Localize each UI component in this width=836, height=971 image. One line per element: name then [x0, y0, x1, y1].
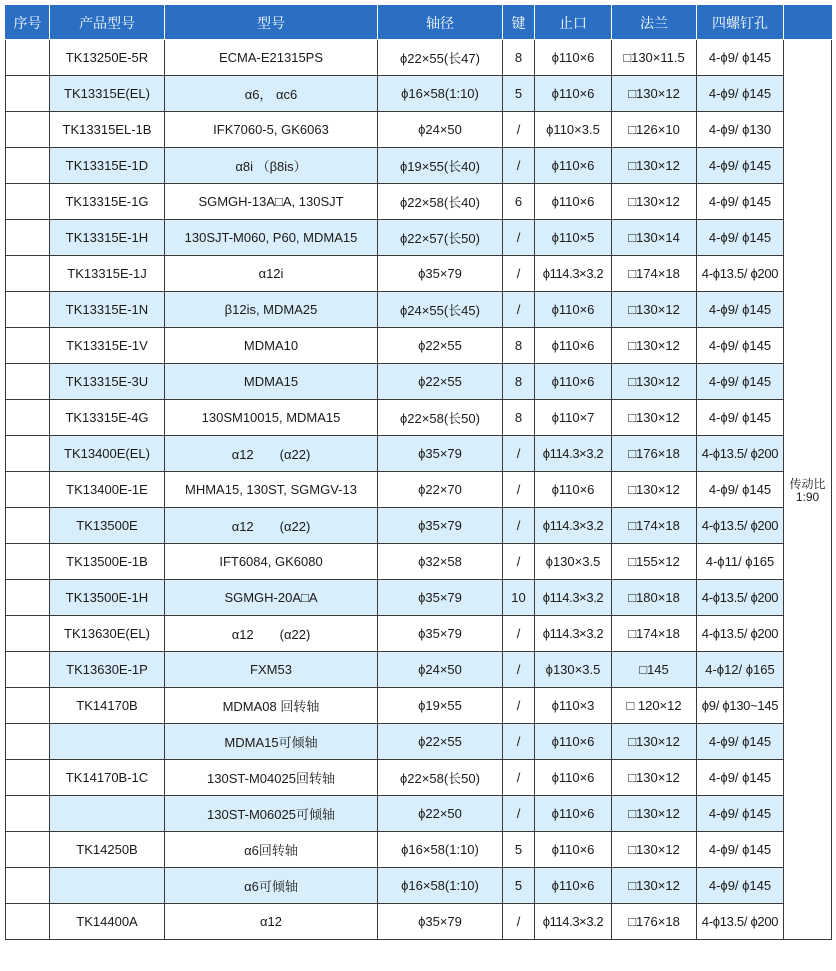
cell-index [6, 760, 50, 796]
cell-screw-holes: 4-ϕ13.5/ ϕ200 [697, 508, 784, 544]
cell-index [6, 868, 50, 904]
cell-type: 130ST-M06025可倾轴 [165, 796, 378, 832]
cell-shaft: ϕ22×70 [378, 472, 503, 508]
cell-flange: □130×12 [612, 472, 697, 508]
cell-key: / [503, 220, 535, 256]
cell-shaft: ϕ19×55 [378, 688, 503, 724]
cell-type: IFT6084, GK6080 [165, 544, 378, 580]
cell-product-model: TK13315E-4G [50, 400, 165, 436]
cell-type: α12 [165, 904, 378, 940]
cell-product-model: TK13315EL-1B [50, 112, 165, 148]
table-header-row [6, 6, 832, 40]
cell-flange: □130×12 [612, 184, 697, 220]
cell-product-model: TK13500E [50, 508, 165, 544]
cell-shaft: ϕ35×79 [378, 904, 503, 940]
cell-key: / [503, 148, 535, 184]
cell-spigot: ϕ130×3.5 [535, 544, 612, 580]
cell-product-model: TK13315E-1V [50, 328, 165, 364]
cell-shaft: ϕ24×50 [378, 112, 503, 148]
cell-shaft: ϕ22×58(长50) [378, 760, 503, 796]
cell-screw-holes: 4-ϕ9/ ϕ145 [697, 148, 784, 184]
cell-type: α8i （β8is） [165, 148, 378, 184]
table-row [6, 148, 832, 184]
cell-shaft: ϕ35×79 [378, 616, 503, 652]
cell-key: / [503, 796, 535, 832]
cell-type: α6回转轴 [165, 832, 378, 868]
cell-key: / [503, 508, 535, 544]
header-index: 序号 [6, 6, 50, 40]
cell-flange: □130×12 [612, 364, 697, 400]
header-screw-holes: 四螺钉孔 [697, 6, 784, 40]
cell-screw-holes: 4-ϕ9/ ϕ145 [697, 184, 784, 220]
cell-shaft: ϕ22×57(长50) [378, 220, 503, 256]
cell-key: / [503, 256, 535, 292]
cell-screw-holes: 4-ϕ9/ ϕ145 [697, 724, 784, 760]
table-row [6, 760, 832, 796]
cell-index [6, 652, 50, 688]
cell-shaft: ϕ22×58(长50) [378, 400, 503, 436]
cell-type: α6可倾轴 [165, 868, 378, 904]
cell-key: / [503, 436, 535, 472]
cell-key: 10 [503, 580, 535, 616]
cell-spigot: ϕ110×6 [535, 796, 612, 832]
cell-shaft: ϕ22×55 [378, 328, 503, 364]
cell-shaft: ϕ16×58(1:10) [378, 76, 503, 112]
cell-index [6, 580, 50, 616]
cell-index [6, 40, 50, 76]
header-spigot: 止口 [535, 6, 612, 40]
cell-spigot: ϕ110×6 [535, 76, 612, 112]
cell-type: MHMA15, 130ST, SGMGV-13 [165, 472, 378, 508]
table-row [6, 364, 832, 400]
cell-spigot: ϕ110×6 [535, 328, 612, 364]
cell-key: 8 [503, 328, 535, 364]
table-row [6, 544, 832, 580]
cell-screw-holes: 4-ϕ9/ ϕ145 [697, 832, 784, 868]
cell-key: / [503, 724, 535, 760]
cell-product-model: TK13500E-1H [50, 580, 165, 616]
cell-flange: □130×12 [612, 76, 697, 112]
cell-index [6, 472, 50, 508]
cell-screw-holes: 4-ϕ9/ ϕ145 [697, 472, 784, 508]
cell-type: α6， αc6 [165, 76, 378, 112]
cell-index [6, 364, 50, 400]
cell-type: IFK7060-5, GK6063 [165, 112, 378, 148]
cell-key: / [503, 904, 535, 940]
cell-type: MDMA08 回转轴 [165, 688, 378, 724]
cell-index [6, 616, 50, 652]
header-shaft: 轴径 [378, 6, 503, 40]
cell-product-model: TK13315E-1H [50, 220, 165, 256]
cell-product-model [50, 868, 165, 904]
cell-product-model: TK14250B [50, 832, 165, 868]
cell-flange: □126×10 [612, 112, 697, 148]
header-product-model: 产品型号 [50, 6, 165, 40]
cell-flange: □180×18 [612, 580, 697, 616]
cell-flange: □174×18 [612, 616, 697, 652]
cell-flange: □130×12 [612, 724, 697, 760]
cell-screw-holes: 4-ϕ13.5/ ϕ200 [697, 904, 784, 940]
cell-type: α12 (α22) [165, 436, 378, 472]
cell-flange: □130×12 [612, 292, 697, 328]
cell-type: MDMA15可倾轴 [165, 724, 378, 760]
table-row [6, 724, 832, 760]
cell-screw-holes: 4-ϕ12/ ϕ165 [697, 652, 784, 688]
cell-flange: □130×12 [612, 760, 697, 796]
cell-key: / [503, 112, 535, 148]
cell-index [6, 256, 50, 292]
cell-flange: □176×18 [612, 436, 697, 472]
cell-index [6, 796, 50, 832]
cell-flange: □130×12 [612, 868, 697, 904]
cell-shaft: ϕ22×55(长47) [378, 40, 503, 76]
cell-key: / [503, 616, 535, 652]
cell-screw-holes: 4-ϕ9/ ϕ145 [697, 76, 784, 112]
cell-type: α12 (α22) [165, 616, 378, 652]
cell-spigot: ϕ110×6 [535, 472, 612, 508]
cell-product-model: TK13400E(EL) [50, 436, 165, 472]
table-row [6, 508, 832, 544]
cell-spigot: ϕ110×3 [535, 688, 612, 724]
cell-screw-holes: 4-ϕ9/ ϕ145 [697, 364, 784, 400]
cell-product-model: TK13630E-1P [50, 652, 165, 688]
cell-key: / [503, 472, 535, 508]
cell-spigot: ϕ110×6 [535, 724, 612, 760]
cell-type: 130SM10015, MDMA15 [165, 400, 378, 436]
cell-key: / [503, 544, 535, 580]
cell-spigot: ϕ110×7 [535, 400, 612, 436]
table-row [6, 112, 832, 148]
cell-screw-holes: 4-ϕ9/ ϕ145 [697, 868, 784, 904]
cell-spigot: ϕ114.3×3.2 [535, 436, 612, 472]
cell-key: 5 [503, 868, 535, 904]
cell-key: 8 [503, 364, 535, 400]
cell-flange: □130×12 [612, 148, 697, 184]
cell-type: MDMA15 [165, 364, 378, 400]
cell-key: 5 [503, 76, 535, 112]
table-row [6, 328, 832, 364]
cell-type: MDMA10 [165, 328, 378, 364]
cell-index [6, 436, 50, 472]
table-row [6, 652, 832, 688]
cell-key: 8 [503, 400, 535, 436]
servo-reducer-spec-table [5, 5, 832, 940]
cell-spigot: ϕ114.3×3.2 [535, 580, 612, 616]
cell-screw-holes: 4-ϕ9/ ϕ145 [697, 328, 784, 364]
cell-flange: □145 [612, 652, 697, 688]
cell-flange: □174×18 [612, 508, 697, 544]
cell-type: α12 (α22) [165, 508, 378, 544]
cell-type: 130ST-M04025回转轴 [165, 760, 378, 796]
cell-product-model: TK13315E-1J [50, 256, 165, 292]
cell-key: / [503, 760, 535, 796]
cell-screw-holes: 4-ϕ9/ ϕ145 [697, 292, 784, 328]
cell-flange: □ 120×12 [612, 688, 697, 724]
cell-flange: □174×18 [612, 256, 697, 292]
cell-flange: □155×12 [612, 544, 697, 580]
cell-shaft: ϕ24×55(长45) [378, 292, 503, 328]
cell-spigot: ϕ110×6 [535, 40, 612, 76]
cell-shaft: ϕ35×79 [378, 256, 503, 292]
cell-type: β12is, MDMA25 [165, 292, 378, 328]
cell-key: 5 [503, 832, 535, 868]
cell-shaft: ϕ22×50 [378, 796, 503, 832]
cell-index [6, 688, 50, 724]
cell-screw-holes: 4-ϕ13.5/ ϕ200 [697, 436, 784, 472]
table-row [6, 220, 832, 256]
cell-product-model: TK13315E(EL) [50, 76, 165, 112]
cell-screw-holes: 4-ϕ9/ ϕ145 [697, 220, 784, 256]
cell-flange: □130×12 [612, 832, 697, 868]
table-row [6, 796, 832, 832]
cell-spigot: ϕ114.3×3.2 [535, 256, 612, 292]
cell-spigot: ϕ114.3×3.2 [535, 904, 612, 940]
table-row [6, 76, 832, 112]
transmission-ratio-text: 传动比 1:90 [789, 477, 826, 504]
cell-product-model: TK13630E(EL) [50, 616, 165, 652]
table-row [6, 832, 832, 868]
table-row [6, 580, 832, 616]
cell-index [6, 508, 50, 544]
cell-product-model: TK13250E-5R [50, 40, 165, 76]
cell-key: 6 [503, 184, 535, 220]
cell-index [6, 184, 50, 220]
cell-flange: □176×18 [612, 904, 697, 940]
cell-spigot: ϕ110×6 [535, 184, 612, 220]
cell-shaft: ϕ22×55 [378, 724, 503, 760]
cell-product-model [50, 796, 165, 832]
table-row [6, 688, 832, 724]
cell-shaft: ϕ24×50 [378, 652, 503, 688]
cell-spigot: ϕ110×6 [535, 148, 612, 184]
cell-screw-holes: 4-ϕ13.5/ ϕ200 [697, 256, 784, 292]
cell-spigot: ϕ114.3×3.2 [535, 616, 612, 652]
cell-shaft: ϕ16×58(1:10) [378, 868, 503, 904]
cell-key: / [503, 652, 535, 688]
cell-key: / [503, 688, 535, 724]
cell-shaft: ϕ16×58(1:10) [378, 832, 503, 868]
cell-product-model: TK13500E-1B [50, 544, 165, 580]
cell-screw-holes: 4-ϕ9/ ϕ145 [697, 400, 784, 436]
cell-shaft: ϕ35×79 [378, 436, 503, 472]
table-row [6, 868, 832, 904]
cell-shaft: ϕ32×58 [378, 544, 503, 580]
cell-product-model: TK13315E-1G [50, 184, 165, 220]
cell-key: 8 [503, 40, 535, 76]
cell-index [6, 148, 50, 184]
cell-index [6, 832, 50, 868]
cell-spigot: ϕ110×3.5 [535, 112, 612, 148]
cell-index [6, 112, 50, 148]
cell-flange: □130×12 [612, 400, 697, 436]
table-row [6, 472, 832, 508]
cell-product-model: TK13400E-1E [50, 472, 165, 508]
cell-shaft: ϕ22×55 [378, 364, 503, 400]
cell-shaft: ϕ19×55(长40) [378, 148, 503, 184]
cell-type: α12i [165, 256, 378, 292]
spec-table-container [5, 5, 831, 940]
cell-index [6, 544, 50, 580]
cell-product-model: TK13315E-1D [50, 148, 165, 184]
header-type: 型号 [165, 6, 378, 40]
cell-index [6, 400, 50, 436]
cell-spigot: ϕ110×6 [535, 868, 612, 904]
cell-spigot: ϕ110×6 [535, 292, 612, 328]
cell-flange: □130×11.5 [612, 40, 697, 76]
cell-spigot: ϕ130×3.5 [535, 652, 612, 688]
cell-index [6, 724, 50, 760]
transmission-ratio-note [784, 40, 832, 940]
cell-index [6, 220, 50, 256]
table-row [6, 904, 832, 940]
cell-key: / [503, 292, 535, 328]
cell-product-model: TK13315E-1N [50, 292, 165, 328]
cell-product-model: TK13315E-3U [50, 364, 165, 400]
cell-spigot: ϕ110×5 [535, 220, 612, 256]
table-row [6, 184, 832, 220]
table-row [6, 436, 832, 472]
table-row [6, 616, 832, 652]
cell-shaft: ϕ35×79 [378, 580, 503, 616]
table-row [6, 400, 832, 436]
cell-index [6, 904, 50, 940]
cell-product-model: TK14170B-1C [50, 760, 165, 796]
cell-spigot: ϕ110×6 [535, 364, 612, 400]
cell-index [6, 328, 50, 364]
cell-product-model [50, 724, 165, 760]
cell-screw-holes: 4-ϕ13.5/ ϕ200 [697, 616, 784, 652]
cell-product-model: TK14400A [50, 904, 165, 940]
cell-shaft: ϕ35×79 [378, 508, 503, 544]
cell-spigot: ϕ114.3×3.2 [535, 508, 612, 544]
cell-spigot: ϕ110×6 [535, 760, 612, 796]
table-row [6, 256, 832, 292]
cell-spigot: ϕ110×6 [535, 832, 612, 868]
cell-screw-holes: 4-ϕ9/ ϕ145 [697, 760, 784, 796]
header-flange: 法兰 [612, 6, 697, 40]
table-row [6, 292, 832, 328]
cell-screw-holes: 4-ϕ9/ ϕ145 [697, 796, 784, 832]
cell-type: ECMA-E21315PS [165, 40, 378, 76]
cell-type: 130SJT-M060, P60, MDMA15 [165, 220, 378, 256]
cell-screw-holes: 4-ϕ11/ ϕ165 [697, 544, 784, 580]
table-row [6, 40, 832, 76]
cell-type: SGMGH-13A□A, 130SJT [165, 184, 378, 220]
cell-screw-holes: ϕ9/ ϕ130~145 [697, 688, 784, 724]
cell-flange: □130×12 [612, 328, 697, 364]
cell-screw-holes: 4-ϕ9/ ϕ145 [697, 40, 784, 76]
cell-type: SGMGH-20A□A [165, 580, 378, 616]
cell-index [6, 76, 50, 112]
header-note [784, 6, 832, 40]
cell-product-model: TK14170B [50, 688, 165, 724]
cell-flange: □130×14 [612, 220, 697, 256]
header-key: 键 [503, 6, 535, 40]
cell-index [6, 292, 50, 328]
cell-screw-holes: 4-ϕ13.5/ ϕ200 [697, 580, 784, 616]
cell-shaft: ϕ22×58(长40) [378, 184, 503, 220]
cell-screw-holes: 4-ϕ9/ ϕ130 [697, 112, 784, 148]
cell-type: FXM53 [165, 652, 378, 688]
cell-flange: □130×12 [612, 796, 697, 832]
